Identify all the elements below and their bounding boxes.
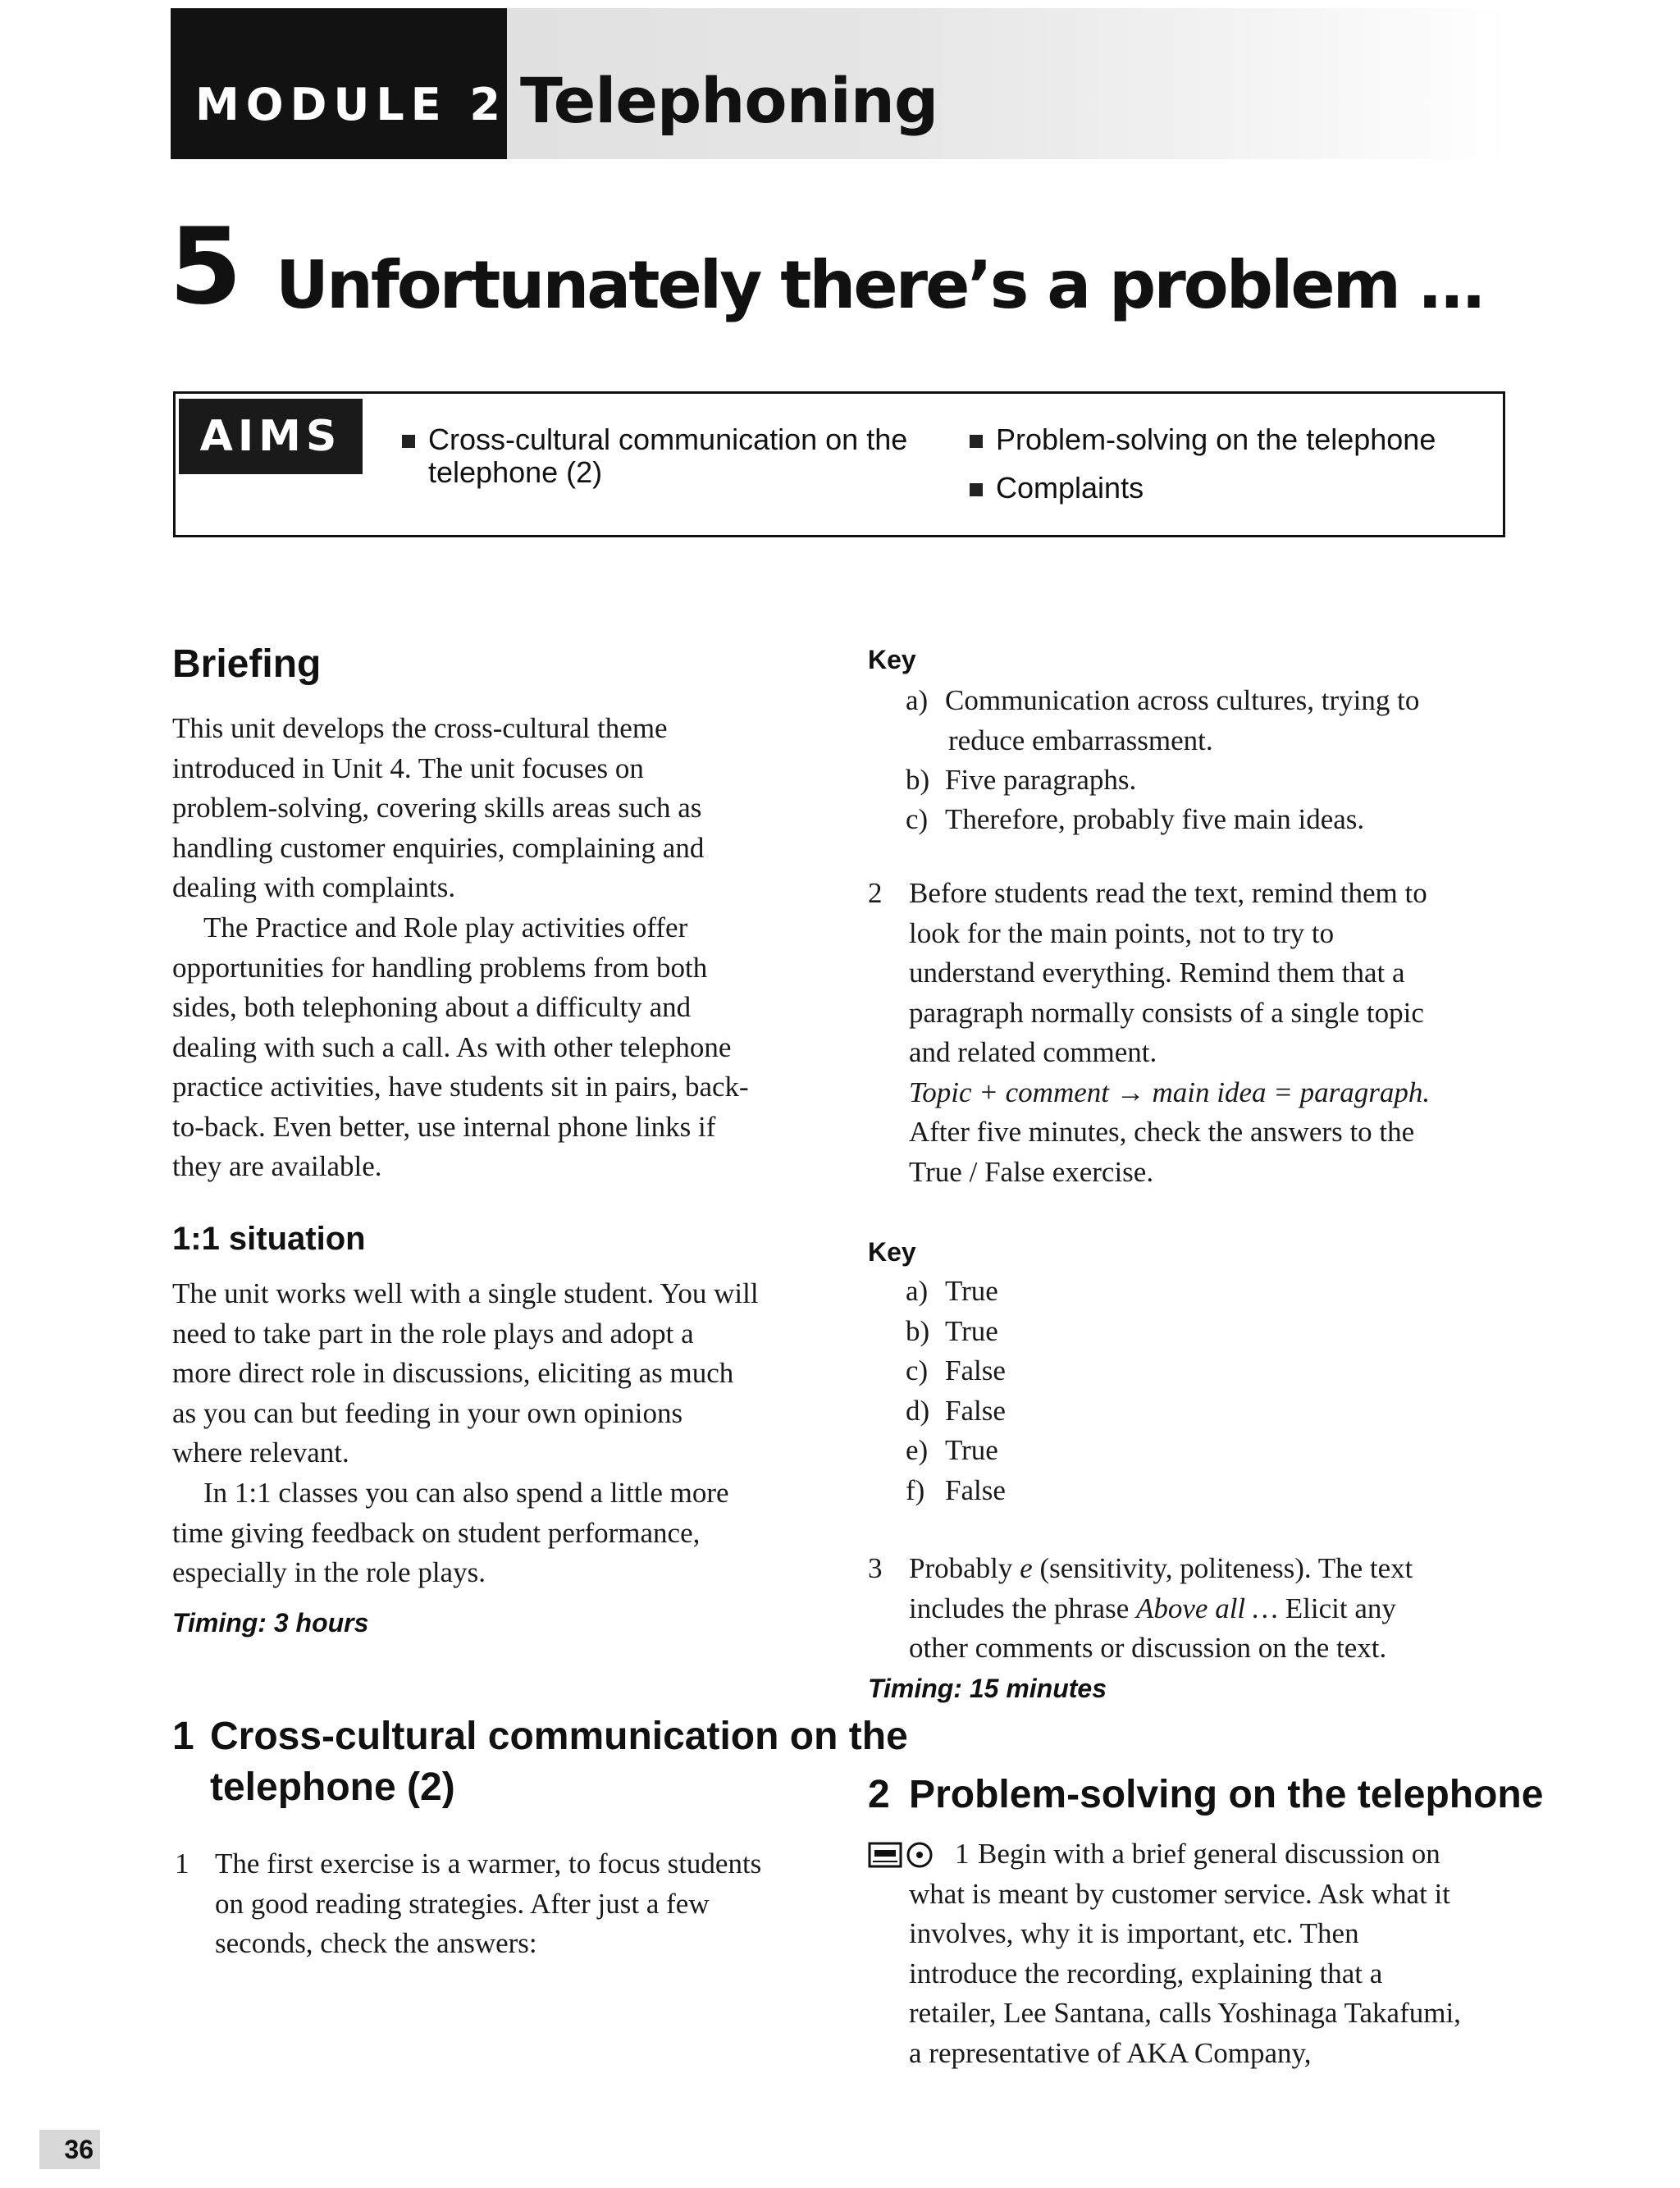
timing-note: Timing: 3 hours: [172, 1608, 369, 1638]
aim-item-3: Complaints: [996, 471, 1144, 505]
aim-item-1: Cross-cultural communication on the telephone (2): [428, 423, 908, 489]
bullet-icon: [970, 435, 983, 448]
briefing-paragraph-1: This unit develops the cross-cultural theme introduced in Unit 4. The unit focuses on problem-solving, covering skills areas such as handling customer enquiries, complaining and dealing with complaints.: [172, 712, 705, 903]
bullet-icon: [970, 483, 983, 496]
key-label: Key: [868, 645, 916, 674]
unit-title: Unfortunately there’s a problem …: [276, 247, 1482, 323]
unit-number: 5: [169, 206, 243, 328]
section-2-item-1: 1 Begin with a brief general discussion on what is meant by customer service. Ask what it involves, why it is important, etc. Then introduce the recording, explaining that a retailer, Lee Santana, calls Yoshinaga Takafumi, a representative of AKA Company,: [909, 1838, 1461, 2069]
section-1-item-1: 1 The first exercise is a warmer, to focus students on good reading strategies. After just a few seconds, check the answers:: [175, 1848, 762, 1959]
key-1-list: a) Communication across cultures, trying to reduce embarrassment. b) Five paragraphs. c) Therefore, probably five main ideas.: [906, 684, 1420, 835]
module-label: MODULE 2: [195, 79, 507, 130]
briefing-heading: Briefing: [172, 642, 322, 686]
item-3: 3 Probably e (sensitivity, politeness). The text includes the phrase Above all … Elicit any other comments or discussion on the text.: [868, 1552, 1413, 1664]
bullet-icon: [402, 435, 415, 448]
item-2: 2 Before students read the text, remind them to look for the main points, not to try to understand everything. Remind them that a paragraph normally consists of a single topic and related comment. Topic + comment → main idea = paragraph. After five minutes, check the answers to the True / False exercise.: [868, 877, 1431, 1188]
page-number: 36: [39, 2130, 100, 2169]
aims-label: AIMS: [179, 399, 363, 474]
timing-note: Timing: 15 minutes: [868, 1674, 1107, 1703]
aim-item-2: Problem-solving on the telephone: [996, 423, 1436, 456]
formula: Topic + comment → main idea = paragraph.: [909, 1076, 1431, 1108]
situation-paragraph-2: In 1:1 classes you can also spend a little more time giving feedback on student performance, especially in the role plays.: [172, 1477, 729, 1588]
key-label: Key: [868, 1237, 916, 1267]
key-2-list: a) True b) True c) False d) False e) True f) False: [906, 1275, 1006, 1506]
situation-paragraph-1: The unit works well with a single student. You will need to take part in the role plays and adopt a more direct role in discussions, eliciting as much as you can but feeding in your own opinions where relevant.: [172, 1277, 759, 1469]
briefing-paragraph-2: The Practice and Role play activities offer opportunities for handling problems from both sides, both telephoning about a difficulty and dealing with such a call. As with other telephone practice activities, have students sit in pairs, back- to-back. Even better, use internal phone links if they are available.: [172, 911, 749, 1182]
section-2-heading: 2 Problem-solving on the telephone: [868, 1773, 1544, 1816]
situation-heading: 1:1 situation: [172, 1221, 366, 1257]
module-title: Telephoning: [520, 64, 938, 137]
